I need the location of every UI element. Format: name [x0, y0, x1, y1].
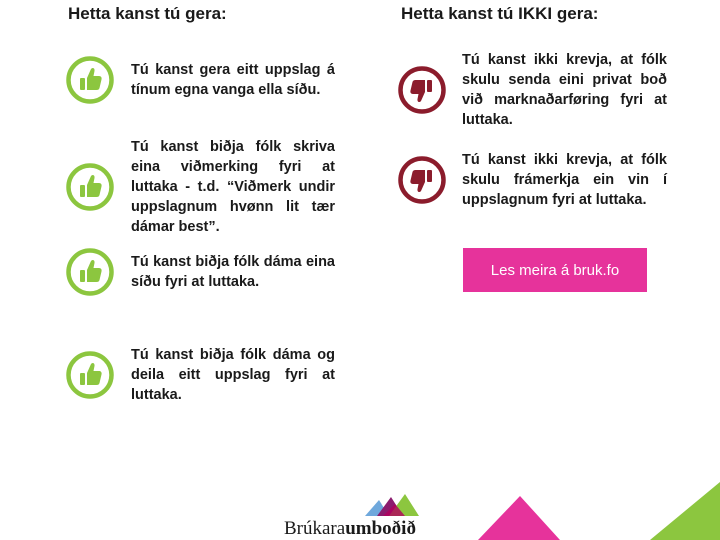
forbidden-item-text: Tú kanst ikki krevja, at fólk skulu senda eini privat boð við marknaðarføring fyri at luttaka.	[462, 52, 667, 128]
forbidden-heading: Hetta kanst tú IKKI gera:	[401, 4, 599, 23]
decorative-pink-triangle	[478, 496, 560, 540]
allowed-item-text: Tú kanst biðja fólk dáma eina síðu fyri at luttaka.	[131, 254, 335, 290]
read-more-button[interactable]: Les meira á bruk.fo	[463, 248, 647, 292]
allowed-item-text: Tú kanst biðja fólk dáma og deila eitt uppslag fyri at luttaka.	[131, 347, 335, 403]
logo-wordmark: Brúkaraumboðið	[284, 518, 416, 539]
allowed-heading: Hetta kanst tú gera:	[68, 4, 227, 23]
decorative-green-triangle	[650, 482, 720, 540]
allowed-item-text: Tú kanst biðja fólk skriva eina viðmerking fyri at luttaka - t.d. “Viðmerk undir uppslagnum hvønn lit tær dámar best”.	[131, 139, 335, 235]
allowed-item-text: Tú kanst gera eitt uppslag á tínum egna vanga ella síðu.	[131, 62, 335, 98]
forbidden-item-text: Tú kanst ikki krevja, at fólk skulu frámerkja ein vin í uppslagnum fyri at luttaka.	[462, 152, 667, 208]
